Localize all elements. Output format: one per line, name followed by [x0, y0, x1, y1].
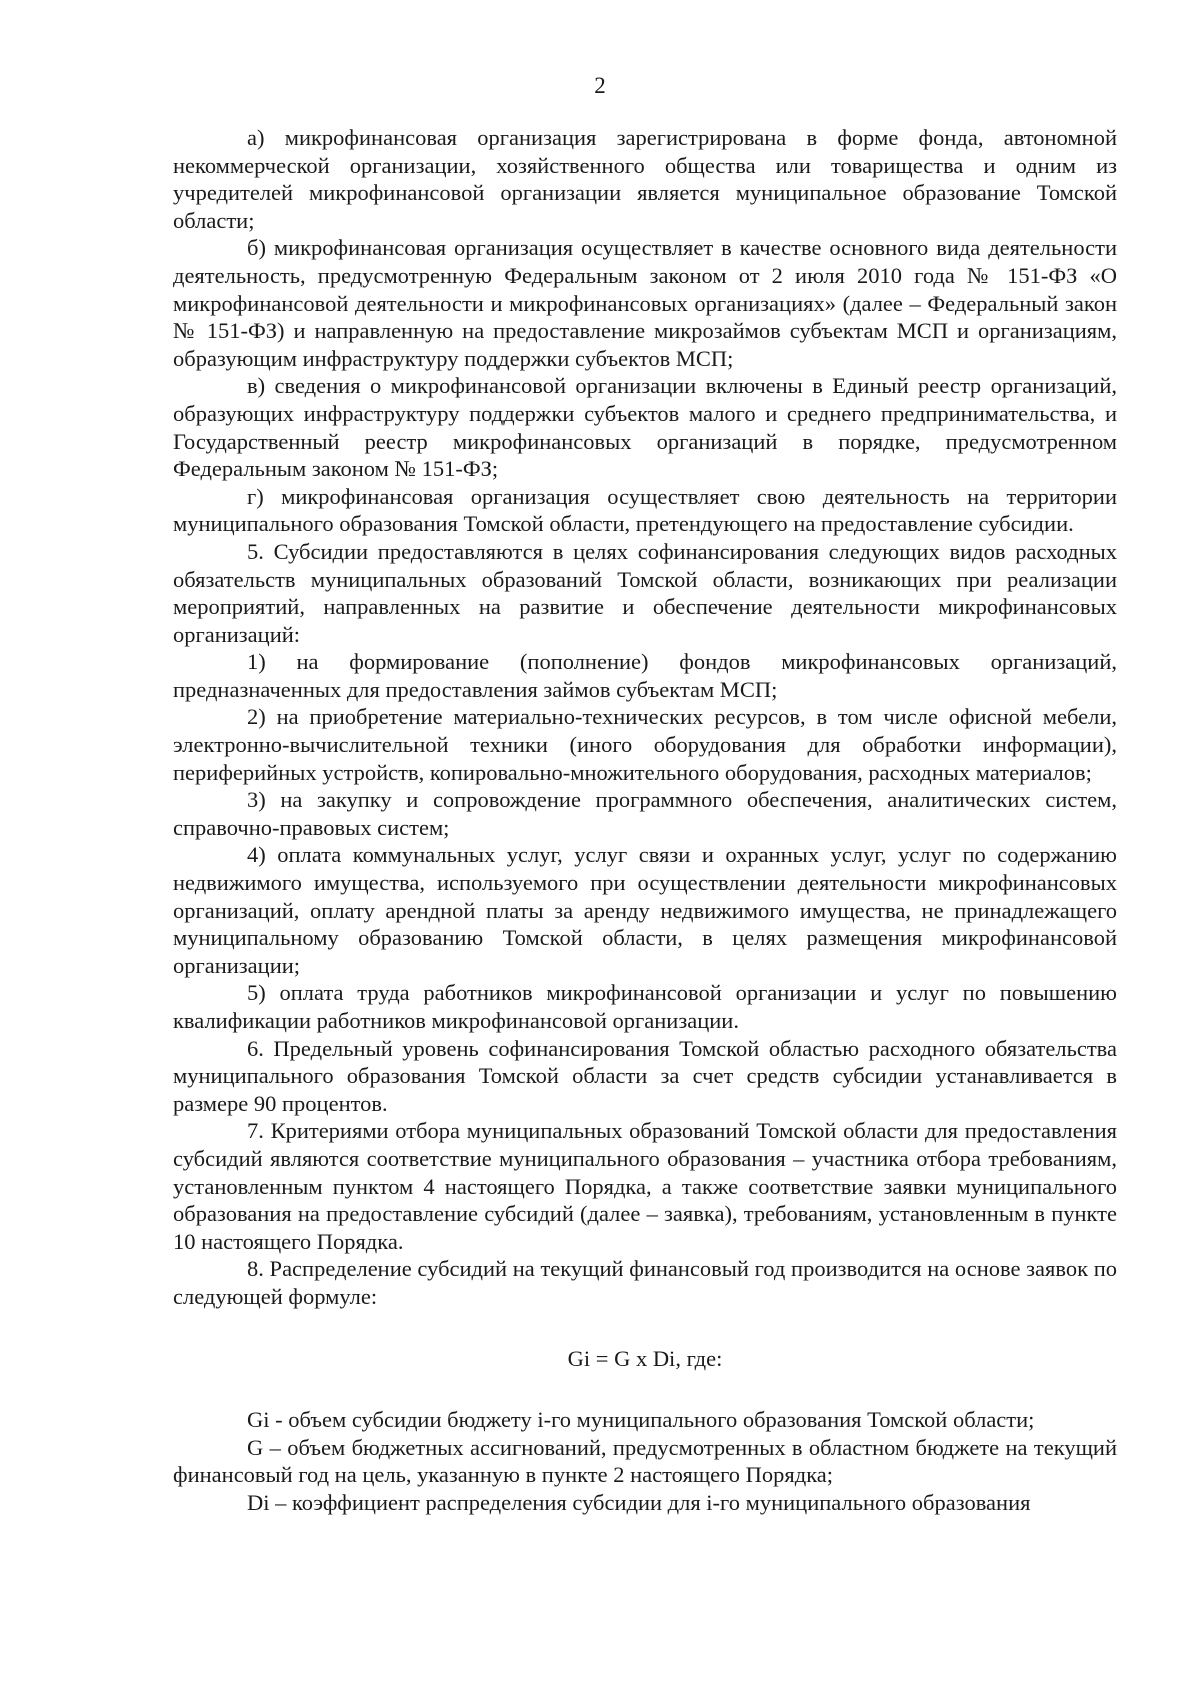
formula: Gi = G x Di, где: — [567, 1345, 723, 1371]
definition-g: G – объем бюджетных ассигнований, предусмотренных в областном бюджете на текущий финансовый год на цель, указанную в пункте 2 настоящего Порядка; — [173, 1434, 1117, 1488]
paragraph-7: 7. Критериями отбора муниципальных образований Томской области для предоставления субсидий являются соответствие муниципального образования – участника отбора требованиям, установленным пунктом 4 настоящего Порядка, а также соответствие заявки муниципального образования на предоставление субсидий (далее – заявка), требованиям, установленным в пункте 10 настоящего Порядка. — [173, 1118, 1117, 1254]
paragraph-4b: б) микрофинансовая организация осуществляет в качестве основного вида деятельности деятельность, предусмотренную Федеральным законом от 2 июля 2010 года № 151-ФЗ «О микрофинансовой деятельности и микрофинансовых организациях» (далее – Федеральный закон № 151-ФЗ) и направленную на предоставление микрозаймов субъектам МСП и организациям, образующим инфраструктуру поддержки субъектов МСП; — [173, 235, 1117, 371]
paragraph-5-3: 3) на закупку и сопровождение программного обеспечения, аналитических систем, справочно-правовых систем; — [173, 787, 1117, 840]
paragraph-5: 5. Субсидии предоставляются в целях софинансирования следующих видов расходных обязательств муниципальных образований Томской области, возникающих при реализации мероприятий, направленных на развитие и обеспечение деятельности микрофинансовых организаций: — [173, 538, 1117, 647]
paragraph-4a: а) микрофинансовая организация зарегистрирована в форме фонда, автономной некоммерческой организации, хозяйственного общества или товарищества и одним из учредителей микрофинансовой организации является муниципальное образование Томской области; — [173, 125, 1117, 233]
paragraph-5-4: 4) оплата коммунальных услуг, услуг связи и охранных услуг, услуг по содержанию недвижимого имущества, используемого при осуществлении деятельности микрофинансовых организаций, оплату арендной платы за аренду недвижимого имущества, не принадлежащего муниципальному образованию Томской области, в целях размещения микрофинансовой организации; — [173, 842, 1117, 978]
paragraph-5-2: 2) на приобретение материально-технических ресурсов, в том числе офисной мебели, электронно-вычислительной техники (иного оборудования для обработки информации), периферийных устройств, копировально-множительного оборудования, расходных материалов; — [173, 704, 1117, 785]
paragraph-5-5: 5) оплата труда работников микрофинансовой организации и услуг по повышению квалификации работников микрофинансовой организации. — [173, 980, 1117, 1033]
paragraph-6: 6. Предельный уровень софинансирования Томской областью расходного обязательства муниципального образования Томской области за счет средств субсидии устанавливается в размере 90 процентов. — [173, 1035, 1117, 1116]
paragraph-8: 8. Распределение субсидий на текущий финансовый год производится на основе заявок по следующей формуле: — [173, 1256, 1117, 1309]
page-number: 2 — [594, 73, 606, 98]
definition-di: Di – коэффициент распределения субсидии для i-го муниципального образования — [247, 1489, 1031, 1515]
paragraph-5-1: 1) на формирование (пополнение) фондов микрофинансовых организаций, предназначенных для предоставления займов субъектам МСП; — [173, 649, 1117, 702]
document-body — [173, 124, 1117, 1517]
definition-gi: Gi - объем субсидии бюджету i-го муниципального образования Томской области; — [247, 1407, 1035, 1433]
paragraph-4d: г) микрофинансовая организация осуществляет свою деятельность на территории муниципального образования Томской области, претендующего на предоставление субсидии. — [173, 483, 1117, 537]
paragraph-4c: в) сведения о микрофинансовой организации включены в Единый реестр организаций, образующих инфраструктуру поддержки субъектов малого и среднего предпринимательства, и Государственный реестр микрофинансовых организаций в порядке, предусмотренном Федеральным законом № 151-ФЗ; — [173, 373, 1117, 482]
